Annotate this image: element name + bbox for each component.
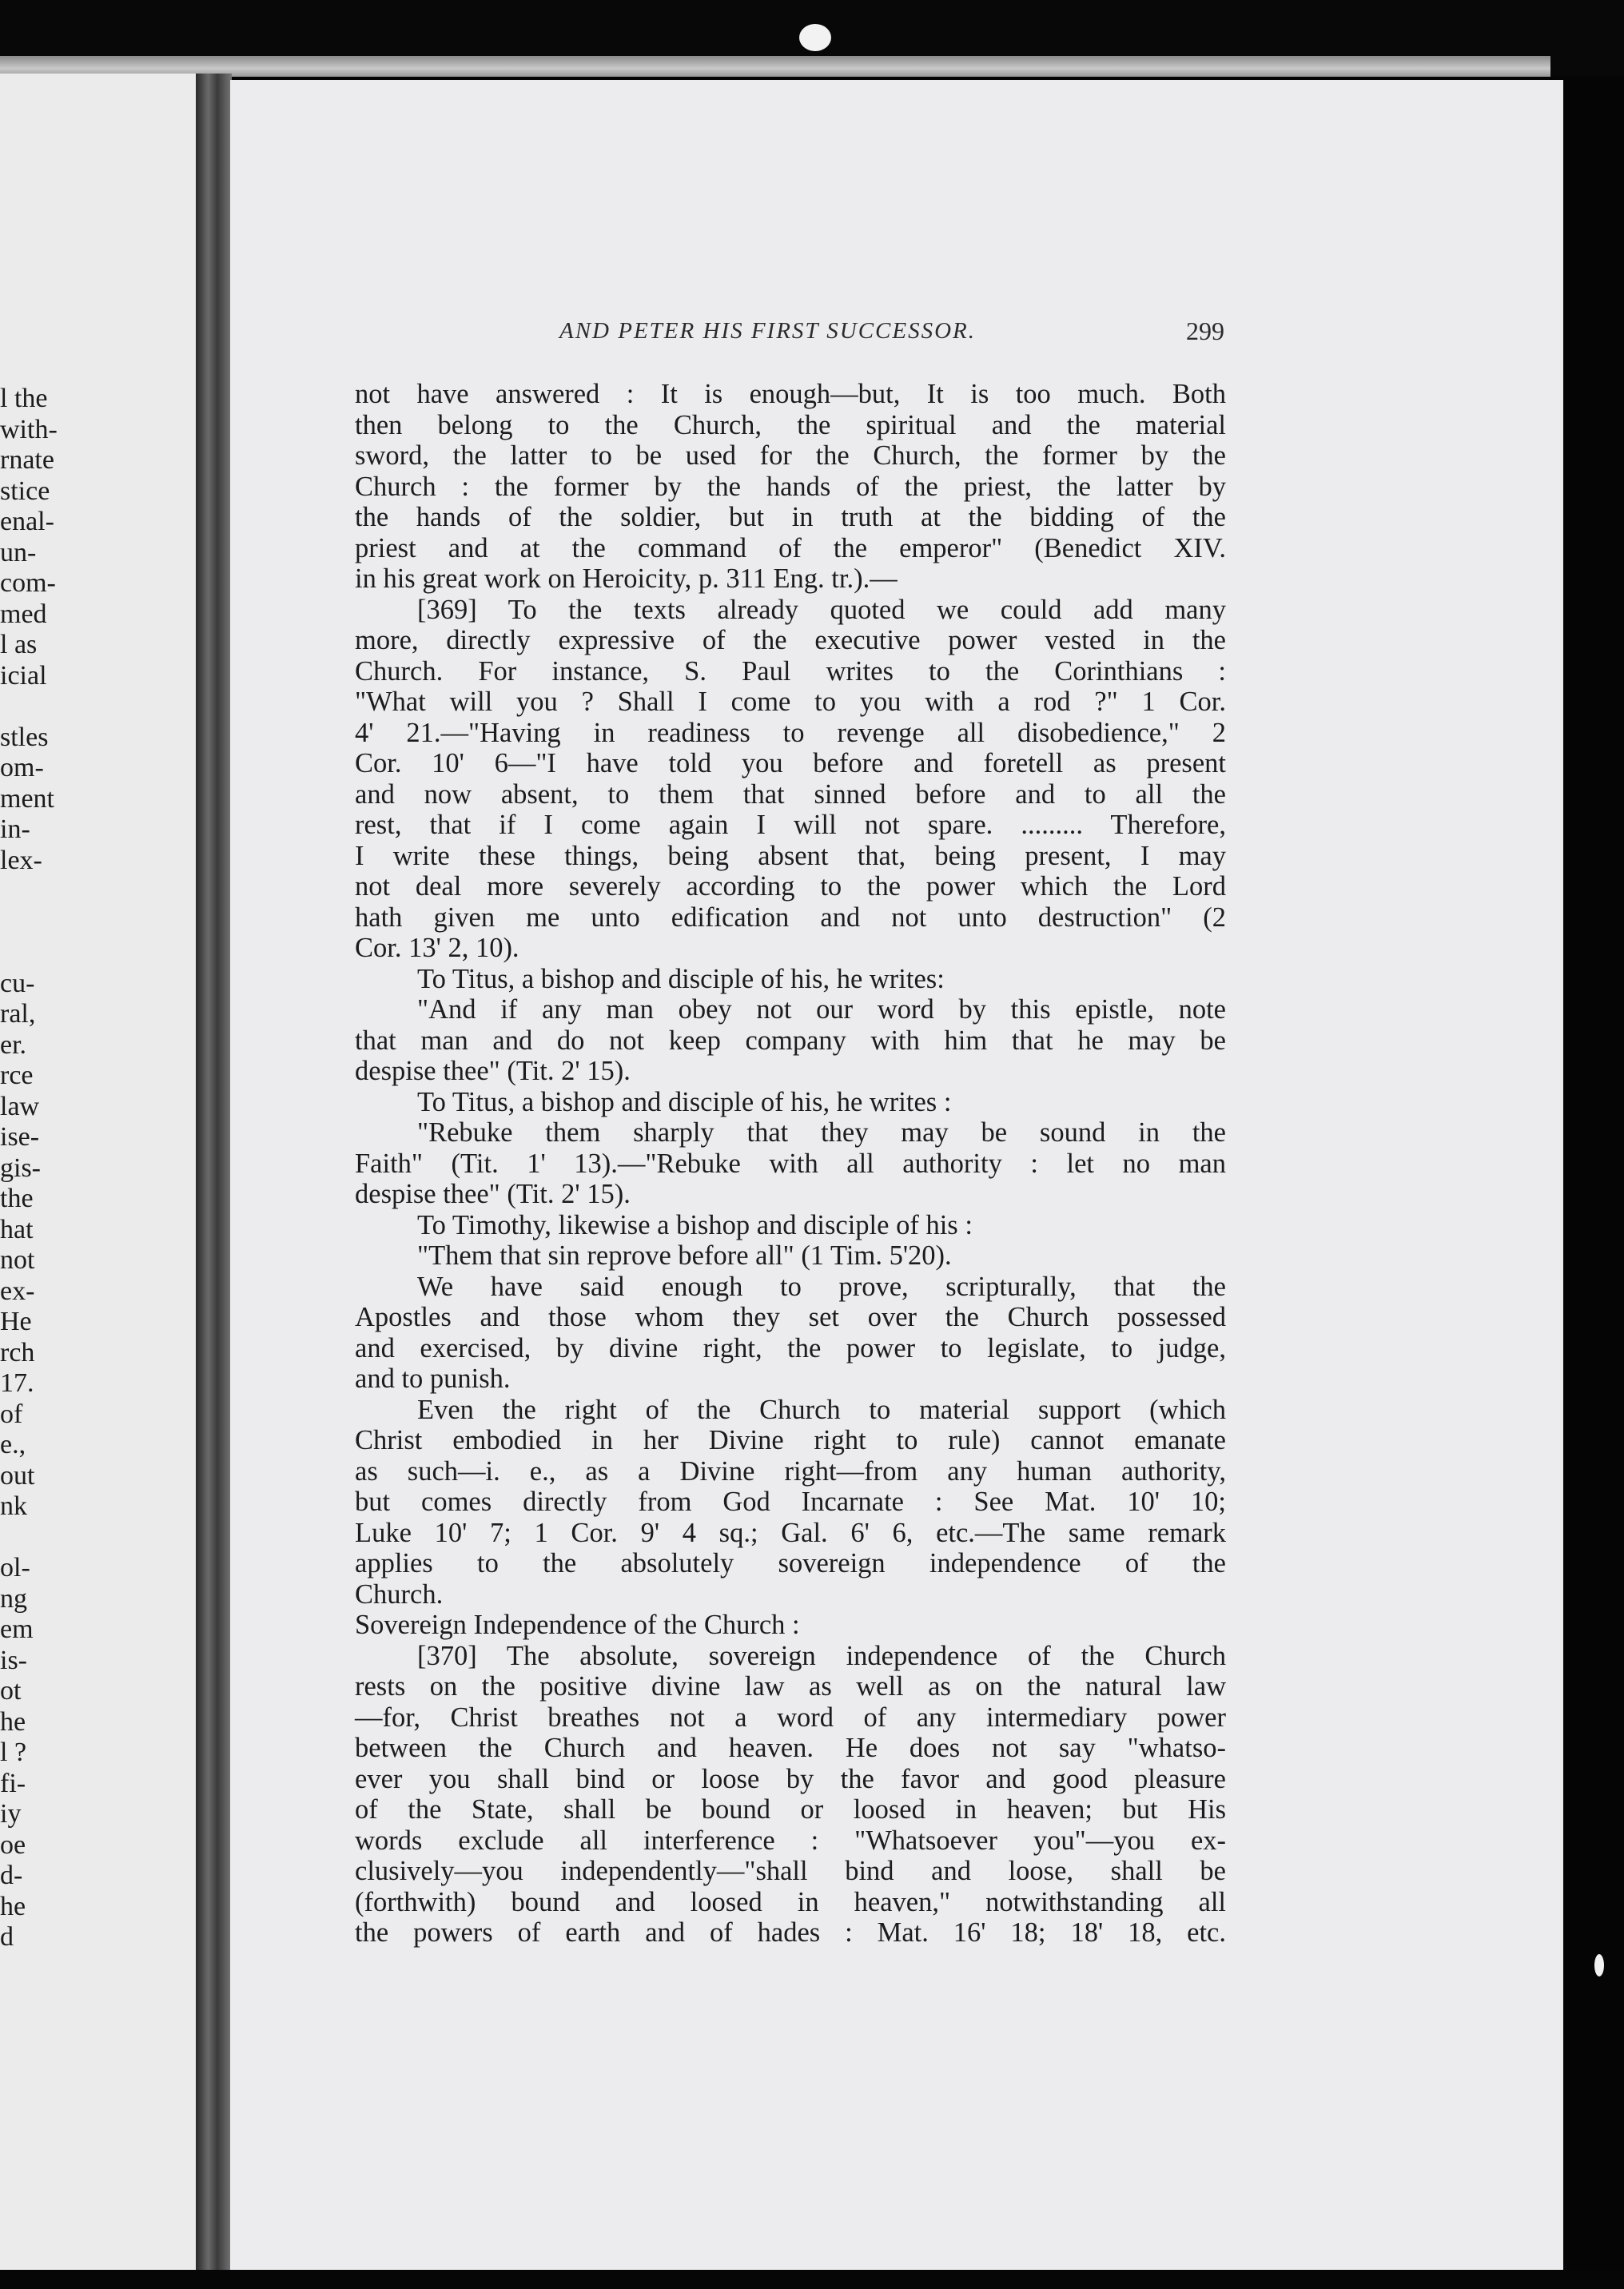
facing-page-line-fragment: 17.	[0, 1368, 34, 1398]
facing-page-line-fragment: ral,	[0, 999, 36, 1029]
text-line: and now absent, to them that sinned before and to all the	[355, 778, 1226, 810]
text-line: more, directly expressive of the executive power vested in the	[355, 625, 1226, 655]
text-line: that man and do not keep company with him that he may be	[355, 1025, 1226, 1056]
text-line: "Them that sin reprove before all" (1 Tim. 5'20).	[417, 1240, 952, 1271]
text-line: Church : the former by the hands of the priest, the latter by	[355, 471, 1226, 502]
facing-page-line-fragment	[0, 691, 72, 723]
text-line: applies to the absolutely sovereign independence of the	[355, 1548, 1226, 1578]
text-line: ever you shall bind or loose by the favor and good pleasure	[355, 1763, 1226, 1794]
facing-page-line-fragment: ex-	[0, 1276, 35, 1306]
facing-page-line-fragment	[0, 907, 72, 938]
facing-page-line-fragment: out	[0, 1460, 35, 1491]
text-line: Church.	[355, 1578, 444, 1610]
facing-page-line-fragment: hat	[0, 1214, 34, 1244]
text-line: not have answered : It is enough—but, It is too much. Both	[355, 379, 1226, 409]
facing-page-line-fragment	[0, 876, 72, 907]
text-line: and to punish.	[355, 1363, 511, 1394]
text-line: [370] The absolute, sovereign independence of the Church	[417, 1640, 1226, 1671]
text-line: then belong to the Church, the spiritual and the material	[355, 409, 1226, 440]
facing-page-line-fragment: cu-	[0, 968, 35, 998]
text-line: —for, Christ breathes not a word of any intermediary power	[355, 1702, 1226, 1733]
facing-page-line-fragment: in-	[0, 814, 30, 844]
facing-page-line-fragment	[0, 937, 72, 969]
facing-page-margin-text	[0, 384, 72, 1953]
facing-page-line-fragment: rnate	[0, 445, 54, 475]
text-line: (forthwith) bound and loosed in heaven," notwithstanding all	[355, 1886, 1226, 1917]
facing-page-line-fragment: he	[0, 1891, 26, 1921]
text-line: We have said enough to prove, scripturally, that the	[417, 1271, 1226, 1302]
facing-page-line-fragment: l ?	[0, 1738, 27, 1767]
text-line: Luke 10' 7; 1 Cor. 9' 4 sq.; Gal. 6' 6, etc.—The same remark	[355, 1517, 1226, 1548]
facing-page-line-fragment: ot	[0, 1676, 22, 1706]
facing-page-line-fragment: med	[0, 599, 47, 629]
facing-page-line-fragment	[0, 1523, 72, 1554]
facing-page-line-fragment: gis-	[0, 1152, 41, 1183]
text-line: "Rebuke them sharply that they may be sound in the	[417, 1117, 1226, 1148]
facing-page-line-fragment: om-	[0, 753, 44, 782]
scan-speck	[799, 24, 831, 51]
text-line: Cor. 13' 2, 10).	[355, 933, 519, 963]
facing-page-line-fragment: He	[0, 1307, 32, 1336]
facing-page-line-fragment: rch	[0, 1337, 35, 1367]
facing-page-line-fragment: icial	[0, 660, 47, 691]
facing-page-line-fragment: ng	[0, 1583, 27, 1614]
facing-page-line-fragment: em	[0, 1614, 34, 1644]
facing-page-line-fragment: lex-	[0, 845, 42, 875]
facing-page-line-fragment: stles	[0, 722, 49, 752]
facing-page-line-fragment: e.,	[0, 1430, 26, 1459]
text-line: not deal more severely according to the power which the Lord	[355, 871, 1226, 902]
text-line: Church. For instance, S. Paul writes to the Corinthians :	[355, 655, 1226, 687]
facing-page-line-fragment: er.	[0, 1029, 27, 1060]
facing-page-line-fragment: com-	[0, 568, 56, 598]
scan-bottom-border	[0, 2270, 1624, 2289]
book-gutter	[196, 74, 232, 2289]
text-line: To Timothy, likewise a bishop and disciple of his :	[417, 1209, 973, 1240]
facing-page-line-fragment: ol-	[0, 1553, 30, 1582]
page-top-edge	[0, 56, 1550, 77]
facing-page-line-fragment: with-	[0, 414, 58, 444]
text-line: "What will you ? Shall I come to you with a rod ?" 1 Cor.	[355, 687, 1226, 717]
facing-page-line-fragment: of	[0, 1399, 23, 1429]
body-text	[355, 379, 1226, 1949]
text-line: To Titus, a bishop and disciple of his, he writes:	[417, 963, 945, 994]
facing-page-line-fragment: stice	[0, 476, 50, 506]
facing-page-line-fragment: oe	[0, 1829, 26, 1860]
text-line: words exclude all interference : "Whatsoever you"—you ex-	[355, 1825, 1226, 1856]
text-line: Christ embodied in her Divine right to rule) cannot emanate	[355, 1425, 1226, 1455]
text-line: and exercised, by divine right, the power to legislate, to judge,	[355, 1332, 1226, 1363]
text-line: of the State, shall be bound or loosed in heaven; but His	[355, 1794, 1226, 1825]
text-line: clusively—you independently—"shall bind and loose, shall be	[355, 1856, 1226, 1886]
facing-page-line-fragment: d-	[0, 1861, 23, 1890]
facing-page-line-fragment: is-	[0, 1645, 27, 1675]
facing-page-line-fragment: l the	[0, 384, 48, 413]
facing-page-line-fragment: rce	[0, 1061, 34, 1090]
facing-page-line-fragment: d	[0, 1922, 14, 1952]
text-line: priest and at the command of the emperor" (Benedict XIV.	[355, 532, 1226, 563]
text-line: To Titus, a bishop and disciple of his, he writes :	[417, 1086, 952, 1117]
text-line: I write these things, being absent that, being present, I may	[355, 840, 1226, 871]
scan-speck	[1594, 1954, 1604, 1977]
text-line: rests on the positive divine law as well as on the natural law	[355, 1671, 1226, 1702]
text-line: despise thee" (Tit. 2' 15).	[355, 1056, 631, 1086]
running-head: AND PETER HIS FIRST SUCCESSOR.	[559, 318, 977, 344]
facing-page-line-fragment: un-	[0, 537, 37, 567]
text-line: between the Church and heaven. He does not say "whatso-	[355, 1733, 1226, 1763]
text-line: 4' 21.—"Having in readiness to revenge all disobedience," 2	[355, 717, 1226, 748]
page-number: 299	[1186, 316, 1224, 345]
facing-page-line-fragment: not	[0, 1245, 35, 1275]
text-line: but comes directly from God Incarnate : See Mat. 10' 10;	[355, 1487, 1226, 1517]
text-line: Sovereign Independence of the Church :	[355, 1610, 800, 1640]
facing-page-line-fragment: ment	[0, 783, 54, 814]
text-line: Cor. 10' 6—"I have told you before and foretell as present	[355, 748, 1226, 778]
facing-page-line-fragment: l as	[0, 630, 38, 659]
facing-page-line-fragment: fi-	[0, 1768, 26, 1798]
text-line: hath given me unto edification and not unto destruction" (2	[355, 902, 1226, 933]
text-line: Even the right of the Church to material support (which	[417, 1394, 1226, 1425]
text-line: "And if any man obey not our word by this epistle, note	[417, 994, 1226, 1025]
text-line: Apostles and those whom they set over the Church possessed	[355, 1302, 1226, 1332]
facing-page-line-fragment: law	[0, 1091, 40, 1121]
text-line: the powers of earth and of hades : Mat. 16' 18; 18' 18, etc.	[355, 1917, 1226, 1948]
facing-page-line-fragment: enal-	[0, 507, 54, 536]
facing-page-line-fragment: the	[0, 1184, 34, 1213]
text-line: as such—i. e., as a Divine right—from any human authority,	[355, 1455, 1226, 1487]
text-line: [369] To the texts already quoted we could add many	[417, 594, 1226, 625]
facing-page-line-fragment: ise-	[0, 1122, 40, 1152]
text-line: in his great work on Heroicity, p. 311 Eng. tr.).—	[355, 563, 898, 594]
text-line: sword, the latter to be used for the Church, the former by the	[355, 440, 1226, 471]
text-line: Faith" (Tit. 1' 13).—"Rebuke with all authority : let no man	[355, 1148, 1226, 1179]
facing-page-line-fragment: he	[0, 1706, 26, 1737]
text-line: the hands of the soldier, but in truth at the bidding of the	[355, 502, 1226, 532]
facing-page-edge	[0, 74, 200, 2289]
facing-page-line-fragment: nk	[0, 1491, 27, 1521]
text-line: despise thee" (Tit. 2' 15).	[355, 1179, 631, 1209]
facing-page-line-fragment: iy	[0, 1799, 22, 1829]
text-line: rest, that if I come again I will not spare. ......... Therefore,	[355, 810, 1226, 840]
